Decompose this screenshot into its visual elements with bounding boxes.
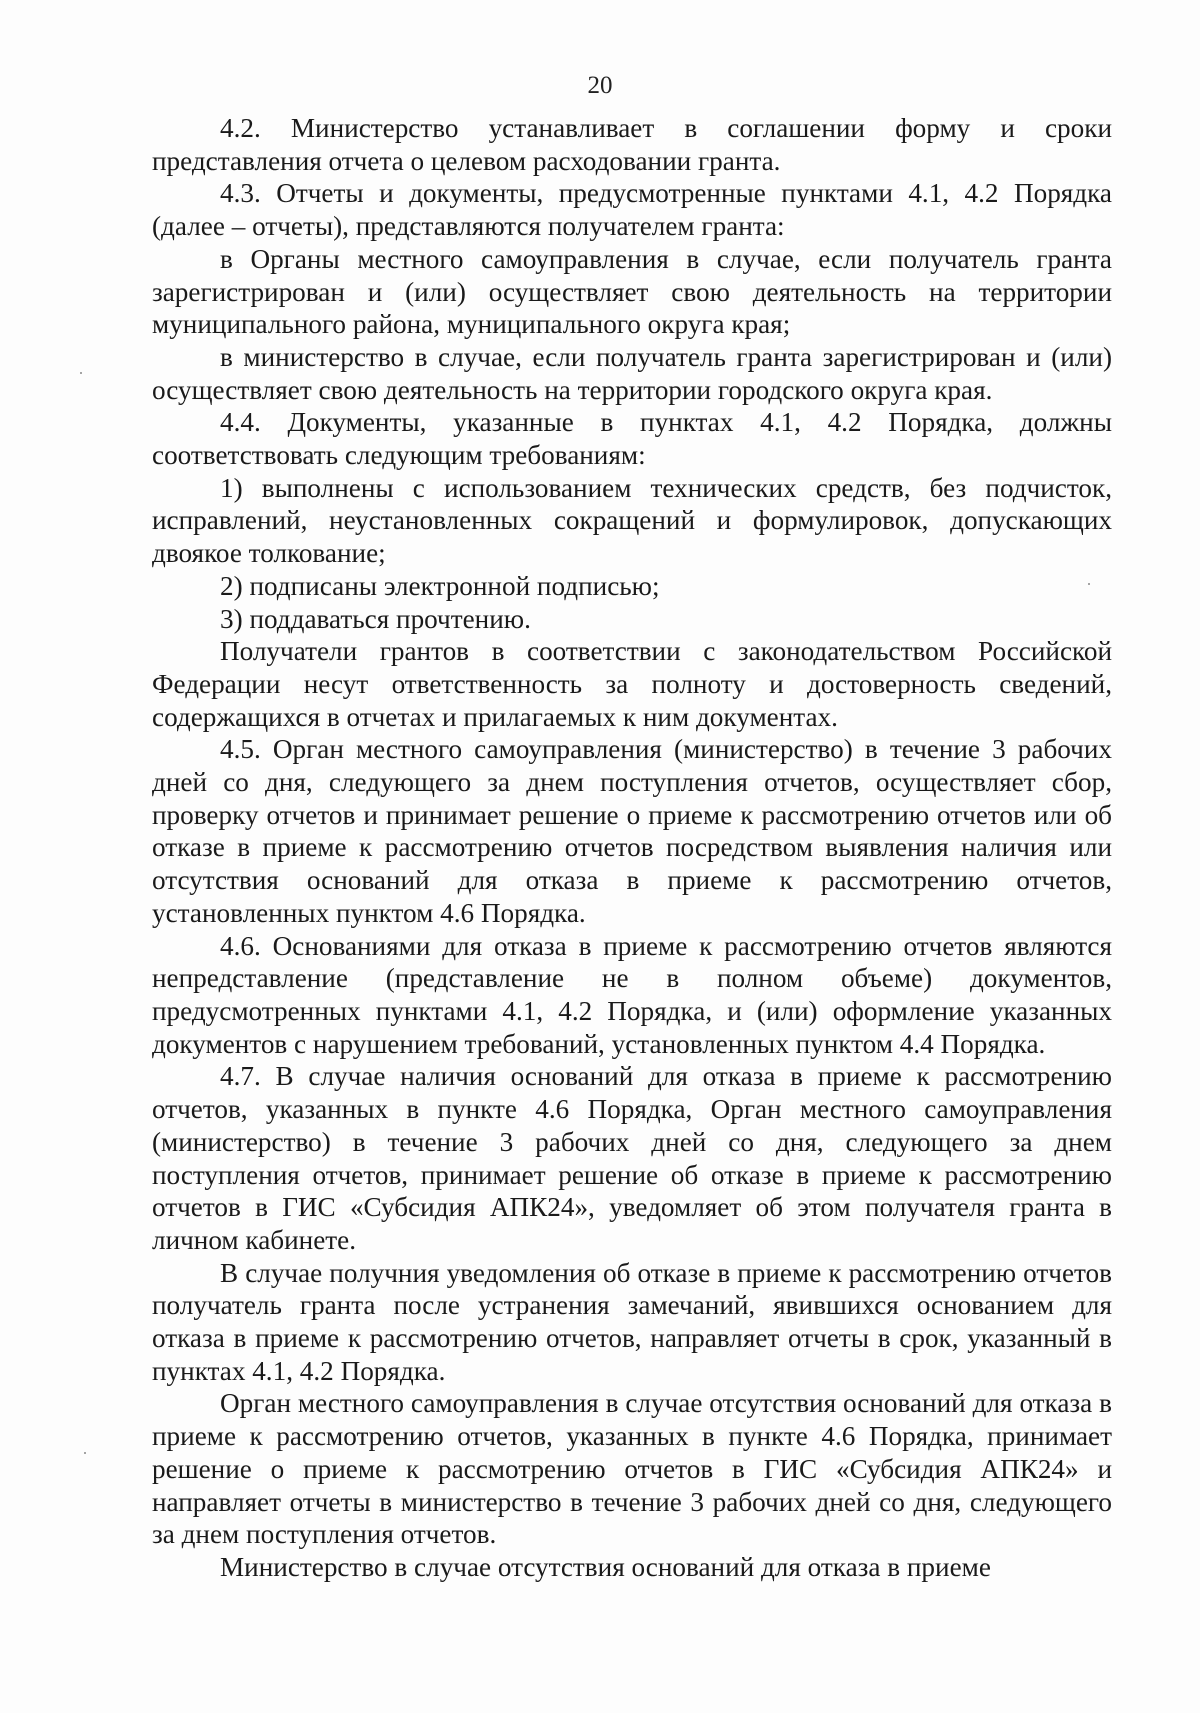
- paragraph-4-3: 4.3. Отчеты и документы, предусмотренные пунктами 4.1, 4.2 Порядка (далее – отчеты), представляются получателем гранта:: [152, 178, 1112, 242]
- scan-speck: [84, 1452, 86, 1454]
- paragraph-4-7: 4.7. В случае наличия оснований для отказа в приеме к рассмотрению отчетов, указанных в пункте 4.6 Порядка, Орган местного самоуправления (министерство) в течение 3 рабочих дней со дня, следующего за днем поступления отчетов, принимает решение об отказе в приеме к рассмотрению отчетов в ГИС «Субсидия АПК24», уведомляет об этом получателя гранта в личном кабинете.: [152, 1061, 1112, 1255]
- scan-speck: [1088, 583, 1090, 585]
- list-item-2: 2) подписаны электронной подписью;: [220, 570, 660, 601]
- list-item-3: 3) поддаваться прочтению.: [220, 603, 531, 634]
- paragraph-local-authorities: в Органы местного самоуправления в случае, если получатель гранта зарегистрирован и (или) осуществляет свою деятельность на территории муниципального района, муниципального округа края;: [152, 243, 1112, 340]
- paragraph-4-4: 4.4. Документы, указанные в пунктах 4.1, 4.2 Порядка, должны соответствовать следующим требованиям:: [152, 407, 1112, 471]
- paragraph-ministry-final: Министерство в случае отсутствия оснований для отказа в приеме: [220, 1551, 991, 1582]
- paragraph-ministry: в министерство в случае, если получатель гранта зарегистрирован и (или) осуществляет свою деятельность на территории городского округа края.: [152, 341, 1112, 405]
- paragraph-responsibility: Получатели грантов в соответствии с законодательством Российской Федерации несут ответственность за полноту и достоверность сведений, содержащихся в отчетах и прилагаемых к ним документах.: [152, 636, 1112, 732]
- paragraph-refusal-notice: В случае получния уведомления об отказе в приеме к рассмотрению отчетов получатель гранта после устранения замечаний, явившихся основанием для отказа в приеме к рассмотрению отчетов, направляет отчеты в срок, указанный в пунктах 4.1, 4.2 Порядка.: [152, 1257, 1112, 1386]
- page-number: 20: [587, 72, 613, 99]
- scan-speck: [80, 372, 82, 374]
- list-item-1: 1) выполнены с использованием технических средств, без подчисток, исправлений, неустановленных сокращений и формулировок, допускающих двоякое толкование;: [152, 472, 1112, 569]
- document-body: [152, 112, 1112, 1584]
- paragraph-4-6: 4.6. Основаниями для отказа в приеме к рассмотрению отчетов являются непредставление (представление не в полном объеме) документов, предусмотренных пунктами 4.1, 4.2 Порядка, и (или) оформление указанных документов с нарушением требований, установленных пунктом 4.4 Порядка.: [152, 930, 1112, 1059]
- paragraph-4-2: 4.2. Министерство устанавливает в соглашении форму и сроки представления отчета о целевом расходовании гранта.: [152, 113, 1112, 176]
- paragraph-acceptance: Орган местного самоуправления в случае отсутствия оснований для отказа в приеме к рассмотрению отчетов, указанных в пункте 4.6 Порядка, принимает решение о приеме к рассмотрению отчетов в ГИС «Субсидия АПК24» и направляет отчеты в министерство в течение 3 рабочих дней со дня, следующего за днем поступления отчетов.: [152, 1388, 1112, 1550]
- paragraph-4-5: 4.5. Орган местного самоуправления (министерство) в течение 3 рабочих дней со дня, следующего за днем поступления отчетов, осуществляет сбор, проверку отчетов и принимает решение о приеме к рассмотрению отчетов или об отказе в приеме к рассмотрению отчетов посредством выявления наличия или отсутствия оснований для отказа в приеме к рассмотрению отчетов, установленных пунктом 4.6 Порядка.: [152, 734, 1112, 928]
